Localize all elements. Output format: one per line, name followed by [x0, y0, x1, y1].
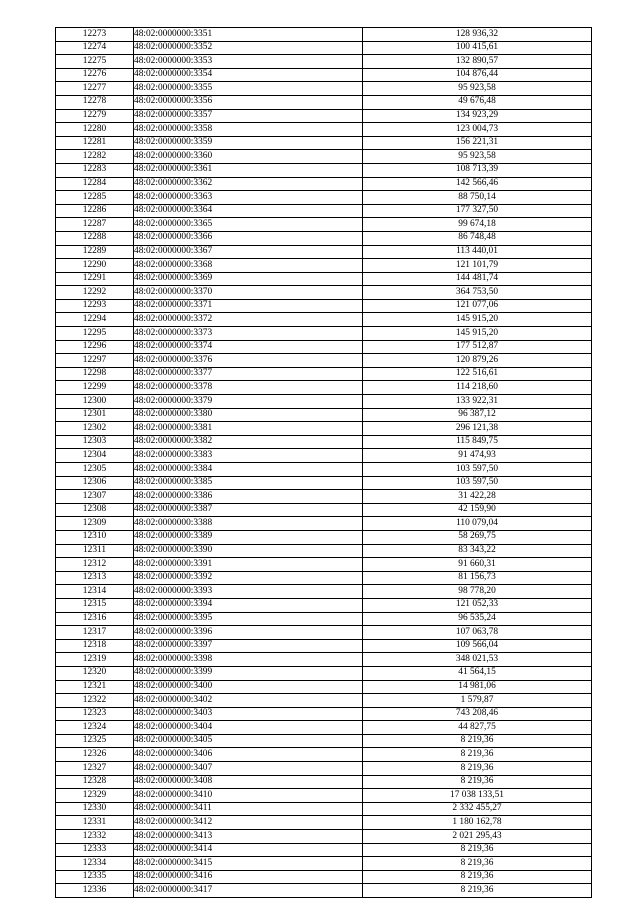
row-number-cell: 12310 — [56, 530, 134, 544]
row-number-cell: 12327 — [56, 762, 134, 776]
table-row — [56, 544, 592, 558]
cadastral-value-cell: 107 063,78 — [363, 626, 592, 640]
table-row — [56, 340, 592, 354]
cadastral-number-cell: 48:02:0000000:3405 — [134, 734, 363, 748]
table-row — [56, 490, 592, 504]
table-row — [56, 272, 592, 286]
row-number-cell: 12274 — [56, 41, 134, 55]
cadastral-value-cell: 95 923,58 — [363, 82, 592, 96]
cadastral-number-cell: 48:02:0000000:3359 — [134, 136, 363, 150]
row-number-cell: 12332 — [56, 830, 134, 844]
table-row — [56, 585, 592, 599]
cadastral-value-cell: 123 004,73 — [363, 123, 592, 137]
cadastral-value-cell: 8 219,36 — [363, 857, 592, 871]
cadastral-number-cell: 48:02:0000000:3381 — [134, 422, 363, 436]
row-number-cell: 12326 — [56, 748, 134, 762]
cadastral-value-cell: 44 827,75 — [363, 721, 592, 735]
cadastral-number-cell: 48:02:0000000:3354 — [134, 68, 363, 82]
cadastral-value-cell: 81 156,73 — [363, 571, 592, 585]
row-number-cell: 12298 — [56, 367, 134, 381]
cadastral-number-cell: 48:02:0000000:3388 — [134, 517, 363, 531]
cadastral-number-cell: 48:02:0000000:3357 — [134, 109, 363, 123]
cadastral-number-cell: 48:02:0000000:3407 — [134, 762, 363, 776]
table-row — [56, 286, 592, 300]
cadastral-value-cell: 100 415,61 — [363, 41, 592, 55]
table-row — [56, 245, 592, 259]
table-row — [56, 68, 592, 82]
cadastral-number-cell: 48:02:0000000:3393 — [134, 585, 363, 599]
table-row — [56, 367, 592, 381]
cadastral-value-cell: 144 481,74 — [363, 272, 592, 286]
table-row — [56, 830, 592, 844]
cadastral-number-cell: 48:02:0000000:3406 — [134, 748, 363, 762]
cadastral-value-cell: 103 597,50 — [363, 463, 592, 477]
table-row — [56, 748, 592, 762]
table-row — [56, 476, 592, 490]
table-row — [56, 857, 592, 871]
cadastral-number-cell: 48:02:0000000:3403 — [134, 707, 363, 721]
table-row — [56, 191, 592, 205]
table-row — [56, 707, 592, 721]
row-number-cell: 12291 — [56, 272, 134, 286]
cadastral-number-cell: 48:02:0000000:3351 — [134, 28, 363, 42]
cadastral-number-cell: 48:02:0000000:3389 — [134, 530, 363, 544]
table-row — [56, 422, 592, 436]
cadastral-number-cell: 48:02:0000000:3385 — [134, 476, 363, 490]
cadastral-number-cell: 48:02:0000000:3417 — [134, 884, 363, 898]
cadastral-value-cell: 177 327,50 — [363, 204, 592, 218]
cadastral-value-cell: 296 121,38 — [363, 422, 592, 436]
table-row — [56, 327, 592, 341]
cadastral-value-cell: 31 422,28 — [363, 490, 592, 504]
cadastral-value-cell: 348 021,53 — [363, 653, 592, 667]
row-number-cell: 12304 — [56, 449, 134, 463]
table-row — [56, 870, 592, 884]
cadastral-number-cell: 48:02:0000000:3376 — [134, 354, 363, 368]
row-number-cell: 12309 — [56, 517, 134, 531]
table-row — [56, 299, 592, 313]
row-number-cell: 12277 — [56, 82, 134, 96]
row-number-cell: 12289 — [56, 245, 134, 259]
cadastral-number-cell: 48:02:0000000:3365 — [134, 218, 363, 232]
row-number-cell: 12290 — [56, 259, 134, 273]
cadastral-number-cell: 48:02:0000000:3369 — [134, 272, 363, 286]
table-row — [56, 816, 592, 830]
table-row — [56, 463, 592, 477]
table-row — [56, 653, 592, 667]
row-number-cell: 12275 — [56, 55, 134, 69]
row-number-cell: 12312 — [56, 558, 134, 572]
cadastral-number-cell: 48:02:0000000:3360 — [134, 150, 363, 164]
cadastral-value-cell: 109 566,04 — [363, 639, 592, 653]
cadastral-value-cell: 98 778,20 — [363, 585, 592, 599]
row-number-cell: 12293 — [56, 299, 134, 313]
row-number-cell: 12301 — [56, 408, 134, 422]
cadastral-number-cell: 48:02:0000000:3358 — [134, 123, 363, 137]
table-row — [56, 136, 592, 150]
cadastral-value-cell: 108 713,39 — [363, 163, 592, 177]
cadastral-number-cell: 48:02:0000000:3416 — [134, 870, 363, 884]
cadastral-value-cell: 99 674,18 — [363, 218, 592, 232]
cadastral-value-cell: 121 052,33 — [363, 598, 592, 612]
table-row — [56, 123, 592, 137]
cadastral-number-cell: 48:02:0000000:3379 — [134, 395, 363, 409]
cadastral-value-cell: 58 269,75 — [363, 530, 592, 544]
cadastral-number-cell: 48:02:0000000:3380 — [134, 408, 363, 422]
cadastral-number-cell: 48:02:0000000:3398 — [134, 653, 363, 667]
table-row — [56, 381, 592, 395]
table-row — [56, 802, 592, 816]
cadastral-value-cell: 91 660,31 — [363, 558, 592, 572]
cadastral-number-cell: 48:02:0000000:3373 — [134, 327, 363, 341]
cadastral-value-cell: 91 474,93 — [363, 449, 592, 463]
cadastral-number-cell: 48:02:0000000:3392 — [134, 571, 363, 585]
cadastral-number-cell: 48:02:0000000:3366 — [134, 231, 363, 245]
row-number-cell: 12305 — [56, 463, 134, 477]
cadastral-number-cell: 48:02:0000000:3394 — [134, 598, 363, 612]
cadastral-number-cell: 48:02:0000000:3362 — [134, 177, 363, 191]
cadastral-number-cell: 48:02:0000000:3387 — [134, 503, 363, 517]
cadastral-value-cell: 114 218,60 — [363, 381, 592, 395]
cadastral-value-cell: 8 219,36 — [363, 762, 592, 776]
cadastral-number-cell: 48:02:0000000:3413 — [134, 830, 363, 844]
table-row — [56, 530, 592, 544]
cadastral-number-cell: 48:02:0000000:3367 — [134, 245, 363, 259]
row-number-cell: 12284 — [56, 177, 134, 191]
cadastral-value-cell: 113 440,01 — [363, 245, 592, 259]
row-number-cell: 12283 — [56, 163, 134, 177]
row-number-cell: 12331 — [56, 816, 134, 830]
cadastral-number-cell: 48:02:0000000:3386 — [134, 490, 363, 504]
cadastral-number-cell: 48:02:0000000:3408 — [134, 775, 363, 789]
row-number-cell: 12316 — [56, 612, 134, 626]
cadastral-value-cell: 96 387,12 — [363, 408, 592, 422]
row-number-cell: 12300 — [56, 395, 134, 409]
row-number-cell: 12325 — [56, 734, 134, 748]
row-number-cell: 12297 — [56, 354, 134, 368]
table-row — [56, 666, 592, 680]
cadastral-value-cell: 8 219,36 — [363, 884, 592, 898]
table-row — [56, 558, 592, 572]
row-number-cell: 12320 — [56, 666, 134, 680]
cadastral-value-cell: 128 936,32 — [363, 28, 592, 42]
cadastral-number-cell: 48:02:0000000:3383 — [134, 449, 363, 463]
cadastral-number-cell: 48:02:0000000:3382 — [134, 435, 363, 449]
table-row — [56, 612, 592, 626]
cadastral-number-cell: 48:02:0000000:3391 — [134, 558, 363, 572]
cadastral-number-cell: 48:02:0000000:3353 — [134, 55, 363, 69]
cadastral-value-cell: 103 597,50 — [363, 476, 592, 490]
table-row — [56, 734, 592, 748]
row-number-cell: 12276 — [56, 68, 134, 82]
table-row — [56, 517, 592, 531]
table-row — [56, 789, 592, 803]
row-number-cell: 12292 — [56, 286, 134, 300]
row-number-cell: 12285 — [56, 191, 134, 205]
cadastral-value-cell: 8 219,36 — [363, 843, 592, 857]
cadastral-number-cell: 48:02:0000000:3395 — [134, 612, 363, 626]
cadastral-number-cell: 48:02:0000000:3410 — [134, 789, 363, 803]
row-number-cell: 12306 — [56, 476, 134, 490]
table-row — [56, 204, 592, 218]
cadastral-number-cell: 48:02:0000000:3372 — [134, 313, 363, 327]
row-number-cell: 12311 — [56, 544, 134, 558]
table-row — [56, 55, 592, 69]
cadastral-value-cell: 122 516,61 — [363, 367, 592, 381]
cadastral-value-cell: 120 879,26 — [363, 354, 592, 368]
cadastral-number-cell: 48:02:0000000:3414 — [134, 843, 363, 857]
table-row — [56, 884, 592, 898]
cadastral-value-cell: 8 219,36 — [363, 748, 592, 762]
cadastral-value-cell: 156 221,31 — [363, 136, 592, 150]
table-row — [56, 571, 592, 585]
table-row — [56, 28, 592, 42]
cadastral-value-cell: 14 981,06 — [363, 680, 592, 694]
cadastral-value-cell: 1 579,87 — [363, 694, 592, 708]
table-body — [56, 28, 592, 898]
table-row — [56, 435, 592, 449]
cadastral-value-cell: 145 915,20 — [363, 313, 592, 327]
cadastral-number-cell: 48:02:0000000:3368 — [134, 259, 363, 273]
table-row — [56, 231, 592, 245]
row-number-cell: 12296 — [56, 340, 134, 354]
table-row — [56, 259, 592, 273]
cadastral-value-cell: 134 923,29 — [363, 109, 592, 123]
cadastral-number-cell: 48:02:0000000:3356 — [134, 95, 363, 109]
cadastral-value-cell: 177 512,87 — [363, 340, 592, 354]
table-row — [56, 626, 592, 640]
row-number-cell: 12334 — [56, 857, 134, 871]
table-row — [56, 313, 592, 327]
cadastral-number-cell: 48:02:0000000:3415 — [134, 857, 363, 871]
cadastral-value-cell: 88 750,14 — [363, 191, 592, 205]
table-row — [56, 639, 592, 653]
row-number-cell: 12302 — [56, 422, 134, 436]
table-row — [56, 177, 592, 191]
row-number-cell: 12280 — [56, 123, 134, 137]
cadastral-value-cell: 115 849,75 — [363, 435, 592, 449]
cadastral-value-cell: 2 332 455,27 — [363, 802, 592, 816]
cadastral-number-cell: 48:02:0000000:3402 — [134, 694, 363, 708]
row-number-cell: 12323 — [56, 707, 134, 721]
table-row — [56, 775, 592, 789]
cadastral-number-cell: 48:02:0000000:3397 — [134, 639, 363, 653]
cadastral-value-cell: 2 021 295,43 — [363, 830, 592, 844]
cadastral-value-cell: 96 535,24 — [363, 612, 592, 626]
table-row — [56, 395, 592, 409]
cadastral-value-cell: 8 219,36 — [363, 870, 592, 884]
cadastral-number-cell: 48:02:0000000:3390 — [134, 544, 363, 558]
row-number-cell: 12313 — [56, 571, 134, 585]
cadastral-value-cell: 1 180 162,78 — [363, 816, 592, 830]
cadastral-value-cell: 121 077,06 — [363, 299, 592, 313]
table-row — [56, 721, 592, 735]
cadastral-value-cell: 41 564,15 — [363, 666, 592, 680]
table-row — [56, 218, 592, 232]
cadastral-number-cell: 48:02:0000000:3374 — [134, 340, 363, 354]
row-number-cell: 12317 — [56, 626, 134, 640]
cadastral-value-table — [55, 27, 592, 898]
cadastral-value-cell: 49 676,48 — [363, 95, 592, 109]
table-row — [56, 354, 592, 368]
row-number-cell: 12307 — [56, 490, 134, 504]
row-number-cell: 12322 — [56, 694, 134, 708]
row-number-cell: 12314 — [56, 585, 134, 599]
cadastral-value-cell: 743 208,46 — [363, 707, 592, 721]
cadastral-value-cell: 110 079,04 — [363, 517, 592, 531]
cadastral-number-cell: 48:02:0000000:3370 — [134, 286, 363, 300]
cadastral-number-cell: 48:02:0000000:3352 — [134, 41, 363, 55]
cadastral-number-cell: 48:02:0000000:3411 — [134, 802, 363, 816]
table-row — [56, 109, 592, 123]
cadastral-value-cell: 132 890,57 — [363, 55, 592, 69]
cadastral-number-cell: 48:02:0000000:3400 — [134, 680, 363, 694]
row-number-cell: 12281 — [56, 136, 134, 150]
row-number-cell: 12308 — [56, 503, 134, 517]
cadastral-number-cell: 48:02:0000000:3396 — [134, 626, 363, 640]
row-number-cell: 12273 — [56, 28, 134, 42]
table-row — [56, 694, 592, 708]
table-row — [56, 82, 592, 96]
table-row — [56, 762, 592, 776]
cadastral-value-cell: 104 876,44 — [363, 68, 592, 82]
row-number-cell: 12335 — [56, 870, 134, 884]
cadastral-value-cell: 121 101,79 — [363, 259, 592, 273]
row-number-cell: 12318 — [56, 639, 134, 653]
cadastral-value-cell: 145 915,20 — [363, 327, 592, 341]
row-number-cell: 12328 — [56, 775, 134, 789]
table-row — [56, 95, 592, 109]
cadastral-value-cell: 8 219,36 — [363, 775, 592, 789]
cadastral-number-cell: 48:02:0000000:3377 — [134, 367, 363, 381]
row-number-cell: 12282 — [56, 150, 134, 164]
row-number-cell: 12295 — [56, 327, 134, 341]
row-number-cell: 12294 — [56, 313, 134, 327]
row-number-cell: 12288 — [56, 231, 134, 245]
table-row — [56, 408, 592, 422]
cadastral-value-cell: 42 159,90 — [363, 503, 592, 517]
cadastral-value-cell: 142 566,46 — [363, 177, 592, 191]
row-number-cell: 12319 — [56, 653, 134, 667]
row-number-cell: 12286 — [56, 204, 134, 218]
cadastral-number-cell: 48:02:0000000:3355 — [134, 82, 363, 96]
row-number-cell: 12321 — [56, 680, 134, 694]
cadastral-value-cell: 8 219,36 — [363, 734, 592, 748]
row-number-cell: 12330 — [56, 802, 134, 816]
cadastral-value-cell: 83 343,22 — [363, 544, 592, 558]
cadastral-number-cell: 48:02:0000000:3363 — [134, 191, 363, 205]
cadastral-number-cell: 48:02:0000000:3399 — [134, 666, 363, 680]
row-number-cell: 12303 — [56, 435, 134, 449]
cadastral-value-cell: 17 038 133,51 — [363, 789, 592, 803]
cadastral-value-cell: 95 923,58 — [363, 150, 592, 164]
table-row — [56, 163, 592, 177]
cadastral-number-cell: 48:02:0000000:3371 — [134, 299, 363, 313]
cadastral-number-cell: 48:02:0000000:3384 — [134, 463, 363, 477]
cadastral-number-cell: 48:02:0000000:3378 — [134, 381, 363, 395]
table-row — [56, 150, 592, 164]
cadastral-number-cell: 48:02:0000000:3361 — [134, 163, 363, 177]
cadastral-value-cell: 133 922,31 — [363, 395, 592, 409]
cadastral-value-cell: 364 753,50 — [363, 286, 592, 300]
row-number-cell: 12336 — [56, 884, 134, 898]
cadastral-value-cell: 86 748,48 — [363, 231, 592, 245]
table-row — [56, 598, 592, 612]
row-number-cell: 12287 — [56, 218, 134, 232]
table-row — [56, 680, 592, 694]
cadastral-number-cell: 48:02:0000000:3404 — [134, 721, 363, 735]
table-row — [56, 449, 592, 463]
row-number-cell: 12299 — [56, 381, 134, 395]
cadastral-number-cell: 48:02:0000000:3412 — [134, 816, 363, 830]
table-row — [56, 843, 592, 857]
row-number-cell: 12324 — [56, 721, 134, 735]
table-row — [56, 503, 592, 517]
row-number-cell: 12315 — [56, 598, 134, 612]
row-number-cell: 12333 — [56, 843, 134, 857]
row-number-cell: 12278 — [56, 95, 134, 109]
row-number-cell: 12279 — [56, 109, 134, 123]
row-number-cell: 12329 — [56, 789, 134, 803]
cadastral-number-cell: 48:02:0000000:3364 — [134, 204, 363, 218]
table-row — [56, 41, 592, 55]
